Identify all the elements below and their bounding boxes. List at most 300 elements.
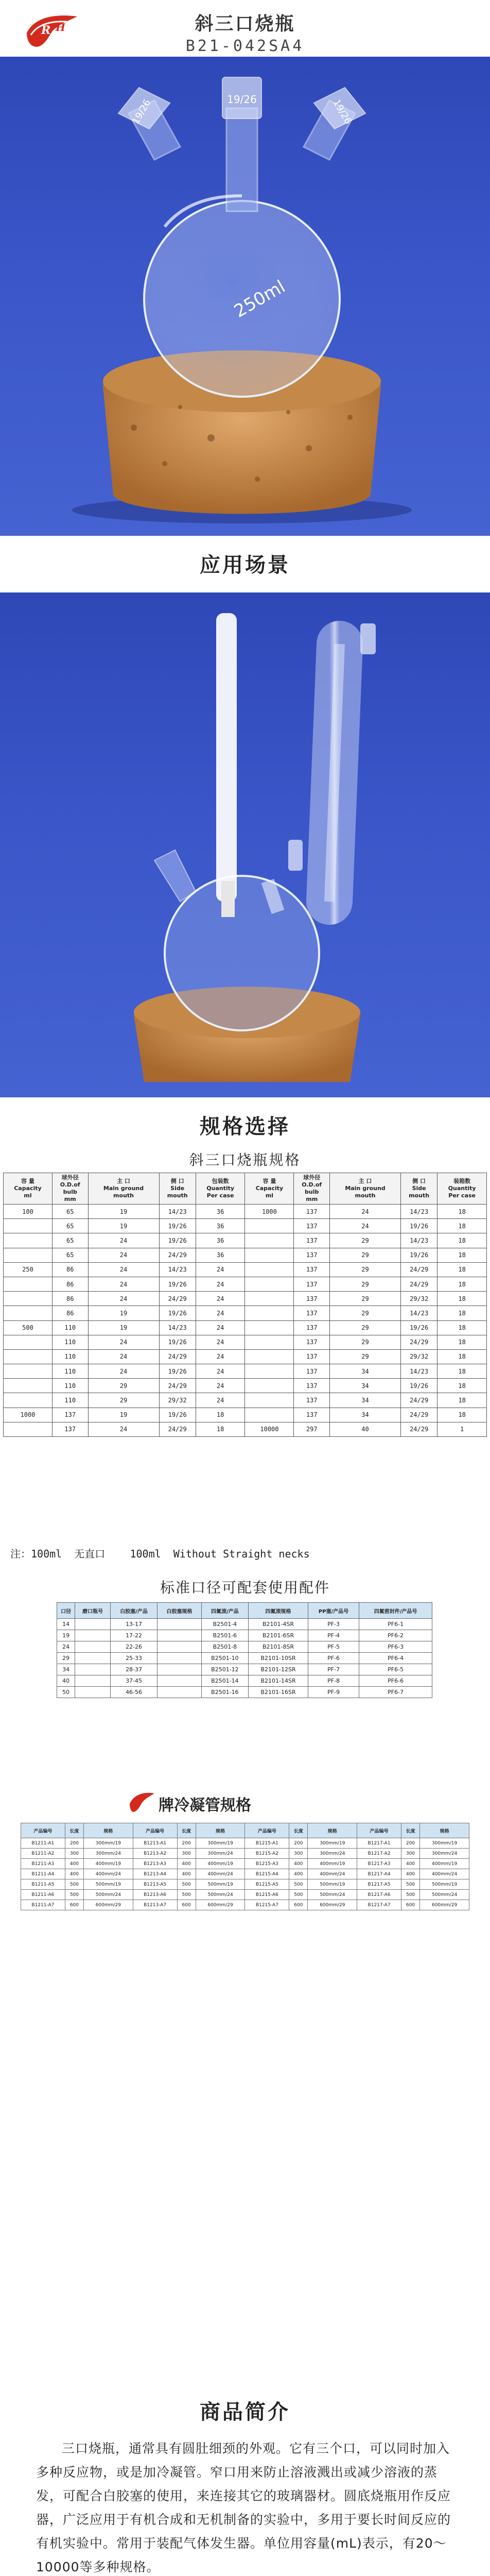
table-cell: B1213-A6 [133,1890,177,1900]
table-cell: 19/26 [159,1408,196,1422]
table-cell: 24 [330,1219,401,1233]
table-cell: PF6-3 [359,1641,432,1653]
table-cell: 24 [88,1335,159,1349]
table-cell: 19/26 [400,1248,437,1262]
table-cell [245,1292,294,1306]
table-cell [157,1687,201,1698]
table-cell: 137 [294,1233,330,1248]
table-cell: 14/23 [159,1205,196,1219]
table-cell: B1213-A5 [133,1879,177,1890]
table-cell [75,1687,111,1698]
table-cell: 110 [52,1364,88,1379]
table-cell [75,1641,111,1653]
table-cell: 137 [294,1292,330,1306]
table-cell: 24/29 [159,1379,196,1393]
table-cell: 600mm/29 [196,1900,245,1910]
condenser-row [21,1849,469,1859]
table-cell: 137 [294,1364,330,1379]
table-cell: B1215-A3 [245,1859,289,1869]
table-cell: 300 [289,1849,308,1859]
table-cell: 137 [294,1393,330,1408]
table-cell: 14/23 [400,1233,437,1248]
table-cell: 24 [88,1292,159,1306]
table-cell: 24 [196,1335,245,1349]
table-cell: 1000 [4,1408,52,1422]
table-cell: 1 [437,1422,487,1436]
spec-row [4,1262,487,1277]
table-cell: B2101-10SR [249,1653,308,1664]
table-cell: 14/23 [400,1306,437,1320]
table-cell: 300mm/19 [84,1838,133,1849]
table-cell: 40 [330,1422,401,1436]
table-cell [245,1306,294,1320]
table-cell: 137 [294,1379,330,1393]
neck-label-right: 19/26 [330,97,354,126]
table-cell: 19/26 [400,1379,437,1393]
table-cell: 19 [88,1320,159,1335]
table-cell: 24 [88,1277,159,1291]
spec-row [4,1422,487,1436]
table-cell: 400mm/19 [84,1859,133,1869]
intro-paragraph-1: 三口烧瓶，通常具有圆肚细颈的外观。它有三个口，可以同时加入多种反应物，或是加冷凝管。窄口用来防止溶液溅出或减少溶液的蒸发，可配合白胶塞的使用，来连接其它的玻璃器材。圆底烧瓶用作反应器，广泛应用于有机合成和无机制备的实验中，多用于要长时间反应的有机实验中。常用于装配气体发生器。单位用容量(mL)表示，有20～10000等多种规格。 [36,2441,451,2574]
table-cell: B1215-A1 [245,1838,289,1849]
table-cell: 600mm/29 [308,1900,357,1910]
table-cell: 17-22 [110,1630,157,1641]
table-cell: 50 [57,1687,75,1698]
table-cell [4,1219,52,1233]
table-cell: 400mm/24 [308,1869,357,1879]
table-cell: B2101-8SR [249,1641,308,1653]
table-cell: B2101-12SR [249,1664,308,1675]
table-cell: 18 [437,1306,487,1320]
spec-row [4,1335,487,1349]
table-cell [4,1292,52,1306]
column-header: 球外径 O.D.of bulb mm [52,1173,88,1205]
table-cell: 18 [437,1393,487,1408]
table-cell: 40 [57,1675,75,1687]
spec-row [4,1379,487,1393]
table-cell: 600mm/29 [84,1900,133,1910]
column-header: 规格 [84,1823,133,1838]
table-cell [75,1664,111,1675]
table-cell [75,1619,111,1630]
table-cell: 13-17 [110,1619,157,1630]
table-cell: 24 [88,1422,159,1436]
table-cell: 24/29 [159,1248,196,1262]
table-cell [245,1262,294,1277]
table-cell [4,1364,52,1379]
table-cell: 18 [196,1408,245,1422]
condenser-title-block [129,1790,365,1816]
column-header: 长度 [401,1823,419,1838]
table-cell: 19 [88,1408,159,1422]
spec-row [4,1306,487,1320]
neck-label-left: 19/26 [130,97,153,126]
table-cell: B1213-A1 [133,1838,177,1849]
table-cell: 200 [65,1838,83,1849]
table-cell: 110 [52,1349,88,1364]
table-cell [245,1335,294,1349]
table-cell: 29 [88,1393,159,1408]
table-cell: B2501-12 [201,1664,249,1675]
table-cell: 34 [330,1408,401,1422]
table-cell [4,1393,52,1408]
table-cell: 29 [330,1320,401,1335]
spec-table [3,1173,487,1437]
table-cell: 19 [57,1630,75,1641]
table-cell: 300 [177,1849,196,1859]
table-cell [157,1630,201,1641]
accessory-table-title: 标准口径可配套使用配件 [160,1579,330,1596]
table-cell: 34 [330,1379,401,1393]
table-cell: 400mm/19 [196,1859,245,1869]
table-cell: 500 [65,1890,83,1900]
table-cell: 200 [289,1838,308,1849]
table-cell: 400mm/19 [420,1859,469,1869]
table-cell: 29 [330,1349,401,1364]
spec-table-note: 注：100ml 无直口 100ml Without Straight necks [10,1548,310,1560]
table-cell: 400 [401,1859,419,1869]
table-cell: 18 [437,1292,487,1306]
table-cell: B2101-14SR [249,1675,308,1687]
svg-text:H: H [56,21,65,33]
table-cell: 110 [52,1379,88,1393]
table-cell: B1215-A7 [245,1900,289,1910]
table-cell [157,1641,201,1653]
table-cell: B1217-A1 [357,1838,401,1849]
table-cell: 500mm/24 [196,1890,245,1900]
table-cell: 400mm/19 [308,1859,357,1869]
accessory-row [57,1653,432,1664]
accessory-row [57,1675,432,1687]
condenser-row [21,1879,469,1890]
table-cell: 19/26 [159,1233,196,1248]
table-cell: 200 [401,1838,419,1849]
section-title-scene: 应用场景 [200,553,290,577]
condenser-row [21,1900,469,1910]
table-cell [245,1233,294,1248]
brand-small-logo-icon [129,1790,155,1814]
spec-row [4,1248,487,1262]
table-cell: 19/26 [400,1320,437,1335]
table-cell: PF-6 [308,1653,359,1664]
table-cell: 18 [437,1364,487,1379]
product-photo [0,57,490,536]
table-cell: B1211-A4 [21,1869,65,1879]
table-cell [75,1675,111,1687]
table-cell: 14/23 [159,1320,196,1335]
accessory-row [57,1664,432,1675]
table-cell: 500mm/24 [84,1890,133,1900]
table-cell [245,1408,294,1422]
table-cell: 600 [401,1900,419,1910]
table-cell: 24 [88,1233,159,1248]
table-cell: 297 [294,1422,330,1436]
table-cell: B1211-A5 [21,1879,65,1890]
table-cell: B1211-A7 [21,1900,65,1910]
table-cell: 24 [196,1292,245,1306]
column-header: 长度 [177,1823,196,1838]
table-cell: 24/29 [159,1292,196,1306]
table-cell: B1217-A3 [357,1859,401,1869]
column-header: 长度 [289,1823,308,1838]
table-cell: 86 [52,1292,88,1306]
table-cell: 400 [289,1869,308,1879]
table-cell: 18 [437,1248,487,1262]
three-neck-flask-illustration [0,57,490,536]
spec-row [4,1219,487,1233]
table-cell: 500 [177,1890,196,1900]
table-cell: B1211-A6 [21,1890,65,1900]
table-cell [157,1653,201,1664]
table-cell: 24/29 [400,1408,437,1422]
column-header: PP塞/产品号 [308,1603,359,1619]
table-cell [157,1619,201,1630]
table-cell: PF-3 [308,1619,359,1630]
column-header: 白胶塞/产品 [110,1603,157,1619]
table-cell: 600mm/29 [420,1900,469,1910]
table-cell: 400 [289,1859,308,1869]
table-cell: 19/26 [159,1335,196,1349]
table-cell: B1215-A4 [245,1869,289,1879]
column-header: 规格 [196,1823,245,1838]
table-cell: 300mm/19 [308,1838,357,1849]
table-cell: 400 [177,1859,196,1869]
table-cell: PF-7 [308,1664,359,1675]
table-cell: 19 [88,1219,159,1233]
spec-row [4,1292,487,1306]
spec-row [4,1205,487,1219]
accessory-table [57,1602,432,1698]
table-cell: 400mm/24 [196,1869,245,1879]
table-cell: 24/29 [400,1277,437,1291]
spec-row [4,1408,487,1422]
section-title-intro: 商品简介 [200,2400,290,2424]
table-cell: 19 [88,1306,159,1320]
column-header: 白胶塞规格 [157,1603,201,1619]
table-cell: PF6-7 [359,1687,432,1698]
table-cell: 65 [52,1233,88,1248]
table-cell: 34 [330,1393,401,1408]
table-cell: 18 [437,1379,487,1393]
condenser-row [21,1890,469,1900]
table-cell: 14 [57,1619,75,1630]
table-cell [4,1248,52,1262]
table-cell: 110 [52,1320,88,1335]
table-cell: 600 [65,1900,83,1910]
table-cell: 36 [196,1219,245,1233]
table-cell: 19 [88,1205,159,1219]
table-cell: 300mm/24 [308,1849,357,1859]
table-cell: 24/29 [400,1262,437,1277]
table-cell: 300mm/24 [420,1849,469,1859]
table-cell: 34 [330,1364,401,1379]
table-cell: 400mm/24 [420,1869,469,1879]
column-header: 口径 [57,1603,75,1619]
table-cell: 24/29 [159,1349,196,1364]
table-cell: 250 [4,1262,52,1277]
table-cell: PF6-5 [359,1664,432,1675]
table-cell: 65 [52,1219,88,1233]
column-header: 四氟滚规格 [249,1603,308,1619]
table-cell: 400 [65,1869,83,1879]
table-cell: 86 [52,1277,88,1291]
table-cell: 36 [196,1233,245,1248]
table-cell: 137 [52,1422,88,1436]
table-cell: B2501-10 [201,1653,249,1664]
table-cell: B1211-A2 [21,1849,65,1859]
table-cell: 24 [196,1320,245,1335]
table-cell: 400mm/24 [84,1869,133,1879]
table-cell: 200 [177,1838,196,1849]
table-cell: 137 [294,1219,330,1233]
table-cell: 500 [177,1879,196,1890]
table-cell: B1211-A1 [21,1838,65,1849]
accessory-row [57,1687,432,1698]
column-header: 产品编号 [357,1823,401,1838]
table-cell: 24 [88,1364,159,1379]
spec-row [4,1364,487,1379]
table-cell: B1215-A5 [245,1879,289,1890]
table-cell: B2501-4 [201,1619,249,1630]
table-cell: 37-45 [110,1675,157,1687]
table-cell: 500 [289,1879,308,1890]
table-cell: 500 [4,1320,52,1335]
column-header: 装箱数 Quantity Per case [437,1173,487,1205]
column-header: 四氟滚/产品 [201,1603,249,1619]
table-cell [245,1364,294,1379]
table-cell: 34 [57,1664,75,1675]
table-cell [245,1393,294,1408]
table-cell: 137 [294,1349,330,1364]
table-cell: PF6-4 [359,1653,432,1664]
table-cell: 29 [330,1233,401,1248]
table-cell: 300 [401,1849,419,1859]
table-cell: 19/26 [400,1219,437,1233]
table-cell: 24 [88,1262,159,1277]
table-cell [4,1422,52,1436]
table-cell: B2501-6 [201,1630,249,1641]
neck-label-center: 19/26 [227,93,257,106]
table-cell: 24 [330,1205,401,1219]
table-cell: 500 [65,1879,83,1890]
table-cell: 10000 [245,1422,294,1436]
table-cell: 110 [52,1393,88,1408]
product-model: B21-042SA4 [185,37,305,55]
column-header: 长度 [65,1823,83,1838]
table-cell: 110 [52,1335,88,1349]
table-cell [157,1675,201,1687]
table-cell: 300 [65,1849,83,1859]
table-cell: 500mm/19 [84,1879,133,1890]
table-cell: 24 [57,1641,75,1653]
table-cell: 36 [196,1205,245,1219]
table-cell: 18 [437,1320,487,1335]
table-cell: 29 [57,1653,75,1664]
condenser-table-title: 牌冷凝管规格 [159,1797,251,1815]
table-cell [157,1664,201,1675]
table-cell: 24/29 [159,1422,196,1436]
table-cell: 137 [294,1262,330,1277]
table-cell: 24 [88,1248,159,1262]
table-cell: 24 [196,1277,245,1291]
table-cell: 29/32 [159,1393,196,1408]
table-cell: 14/23 [400,1364,437,1379]
column-header: 磨口瓶号 [75,1603,111,1619]
table-cell [245,1320,294,1335]
table-cell [245,1349,294,1364]
table-cell: B1213-A7 [133,1900,177,1910]
table-cell: 500mm/19 [196,1879,245,1890]
table-cell: 19/26 [159,1364,196,1379]
table-cell: 22-26 [110,1641,157,1653]
table-cell: 24 [196,1379,245,1393]
column-header: 容 量 Capacity ml [245,1173,294,1205]
table-cell [4,1349,52,1364]
table-cell: B1213-A4 [133,1869,177,1879]
table-cell: B1217-A5 [357,1879,401,1890]
spec-row [4,1233,487,1248]
column-header: 包装数 Quantity Per case [196,1173,245,1205]
table-cell: 18 [437,1262,487,1277]
table-cell [75,1653,111,1664]
table-cell [245,1219,294,1233]
table-cell: 137 [52,1408,88,1422]
table-cell: 137 [294,1306,330,1320]
table-cell: B2101-6SR [249,1630,308,1641]
table-cell: 137 [294,1408,330,1422]
table-cell: 400 [401,1869,419,1879]
table-cell: 24 [196,1262,245,1277]
table-cell: 24 [88,1349,159,1364]
table-cell: B1217-A6 [357,1890,401,1900]
condenser-row [21,1859,469,1869]
table-cell: 600 [289,1900,308,1910]
table-cell: 24 [196,1393,245,1408]
application-scene-photo [0,592,490,1097]
table-cell: 100 [4,1205,52,1219]
table-cell: 400 [177,1869,196,1879]
table-cell: 14/23 [159,1262,196,1277]
accessory-row [57,1641,432,1653]
table-cell: 28-37 [110,1664,157,1675]
svg-text:R: R [41,24,51,37]
table-cell: 19/26 [159,1306,196,1320]
column-header: 产品编号 [245,1823,289,1838]
table-cell: 300mm/19 [420,1838,469,1849]
table-cell: 29/32 [400,1292,437,1306]
table-cell: B1217-A2 [357,1849,401,1859]
table-cell: 86 [52,1306,88,1320]
table-cell: 29 [330,1248,401,1262]
table-cell: 500mm/19 [308,1879,357,1890]
table-cell: PF-9 [308,1687,359,1698]
table-cell: B1217-A4 [357,1869,401,1879]
flask-capacity-label: 250ml [230,276,289,322]
table-cell: 18 [437,1205,487,1219]
table-cell: 18 [437,1408,487,1422]
table-cell: 29 [330,1292,401,1306]
table-cell: 18 [437,1335,487,1349]
table-cell: 29 [330,1262,401,1277]
table-cell: 500 [401,1890,419,1900]
table-cell: 24/29 [400,1335,437,1349]
section-title-spec: 规格选择 [200,1115,290,1139]
table-cell: 600 [177,1900,196,1910]
column-header: 四氟密封件/产品号 [359,1603,432,1619]
column-header: 主 口 Main ground mouth [330,1173,401,1205]
table-cell: 14/23 [400,1205,437,1219]
